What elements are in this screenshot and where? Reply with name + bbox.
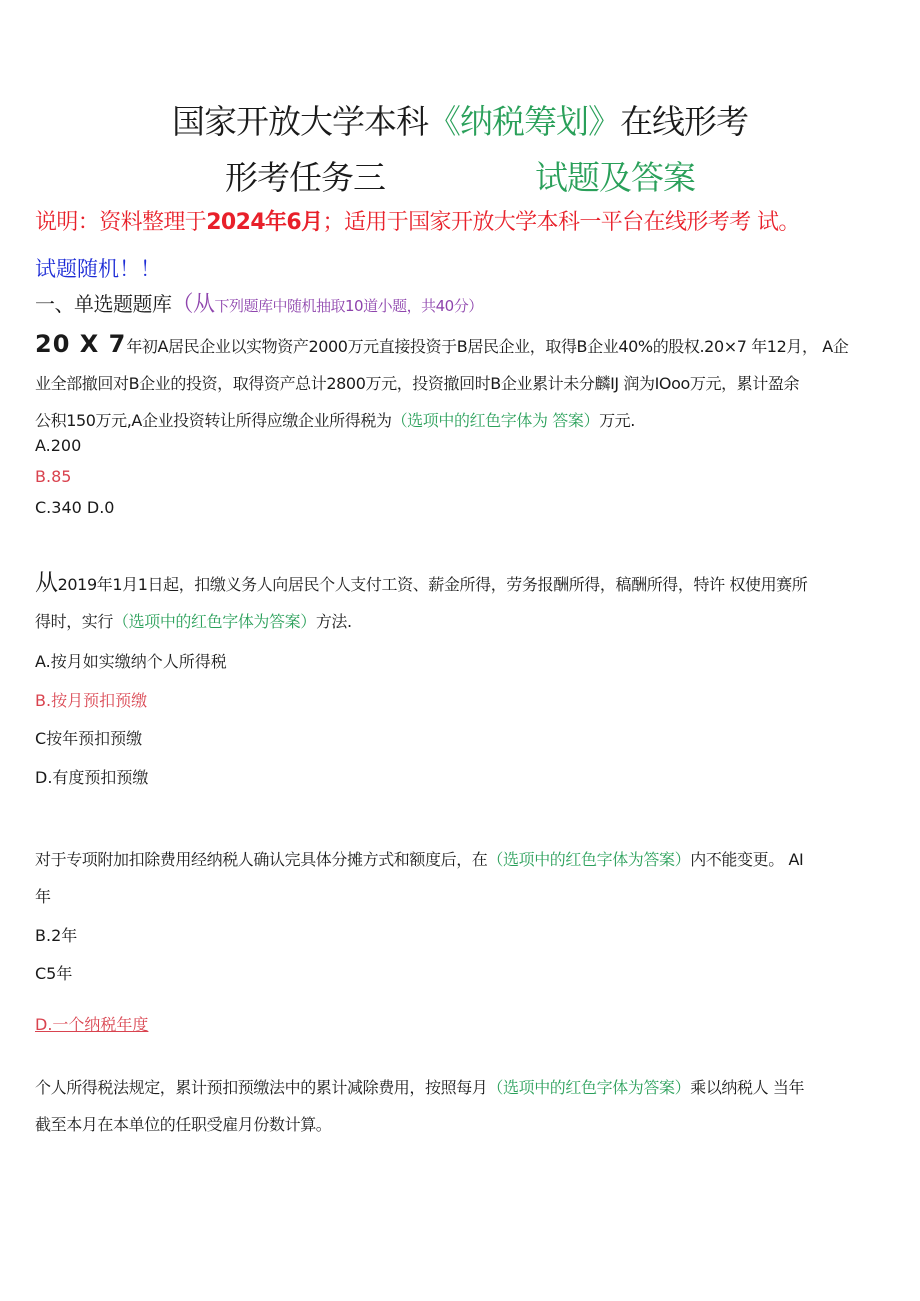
answer-hint: （选项中的红色字体为答案）: [487, 1078, 691, 1097]
question-2-option-b-answer: B.按月预扣预缴: [35, 691, 148, 710]
question-2-option-a: A.按月如实缴纳个人所得税: [35, 652, 227, 671]
answer-hint: （选项中的红色字体为 答案）: [391, 411, 600, 430]
section-label: 一、单选题题库: [35, 292, 172, 316]
answer-hint: （选项中的红色字体为答案）: [487, 850, 691, 869]
question-2-lead: 从: [35, 570, 58, 596]
question-1-option-c-d: C.340 D.0: [35, 498, 115, 517]
question-3-option-c: C5年: [35, 964, 73, 983]
question-4-stem: 个人所得税法规定，累计预扣预缴法中的累计减除费用，按照每月（选项中的红色字体为答案）乘以纳税人 当年 截至本月在本单位的任职受雇月份数计算。: [35, 1078, 805, 1134]
note-suffix: ；适用于国家开放大学本科一平台在线形考考 试。: [322, 210, 800, 235]
document-subtitle: [0, 152, 920, 199]
question-2-option-c: C按年预扣预缴: [35, 729, 143, 748]
question-3-option-d-answer: D.一个纳税年度: [35, 1015, 149, 1034]
section-heading: [35, 287, 483, 318]
subtitle-right: 试题及答案: [535, 158, 695, 197]
question-2-option-d: D.有度预扣预缴: [35, 768, 149, 787]
question-1-stem: 20 X 7年初A居民企业以实物资产2000万元直接投资于B居民企业，取得B企业40%的股权.20×7 年12月， A企 业全部撤回对B企业的投资，取得资产总计2800万元，投资撤回时B企业累计未分麟IJ 润为IOoo万元，累计盈余 公积150万元,A企业投资转让所得应缴企业所得税为（选项中的红色字体为 答案）万元.: [35, 330, 849, 430]
answer-hint: （选项中的红色字体为答案）: [113, 612, 316, 631]
note-prefix: 说明：资料整理于: [35, 210, 207, 235]
section-paren-rest: 下列题库中随机抽取10道小题，共40分）: [214, 297, 483, 315]
random-notice: 试题随机！！: [35, 257, 161, 281]
title-prefix: 国家开放大学本科: [172, 102, 428, 141]
section-paren-open: （从: [171, 292, 215, 317]
question-1-option-a: A.200: [35, 436, 82, 455]
question-2-stem: 从2019年1月1日起，扣缴义务人向居民个人支付工资、薪金所得，劳务报酬所得，稿酬所得，特许 权使用赛所 得时，实行（选项中的红色字体为答案）方法.: [35, 570, 808, 631]
subtitle-left: 形考任务三: [225, 158, 385, 197]
question-1-lead: 20 X 7: [35, 330, 127, 358]
document-title: [0, 96, 920, 143]
title-course-name: 《纳税筹划》: [428, 102, 620, 141]
note-date: 2024年6月: [206, 210, 323, 235]
description-note: [35, 205, 800, 236]
question-3-stem: 对于专项附加扣除费用经纳税人确认完具体分摊方式和额度后，在（选项中的红色字体为答案）内不能变更。 AI 年: [35, 850, 804, 906]
question-3-option-b: B.2年: [35, 926, 78, 945]
title-suffix: 在线形考: [620, 102, 748, 141]
question-1-option-b-answer: B.85: [35, 467, 72, 486]
